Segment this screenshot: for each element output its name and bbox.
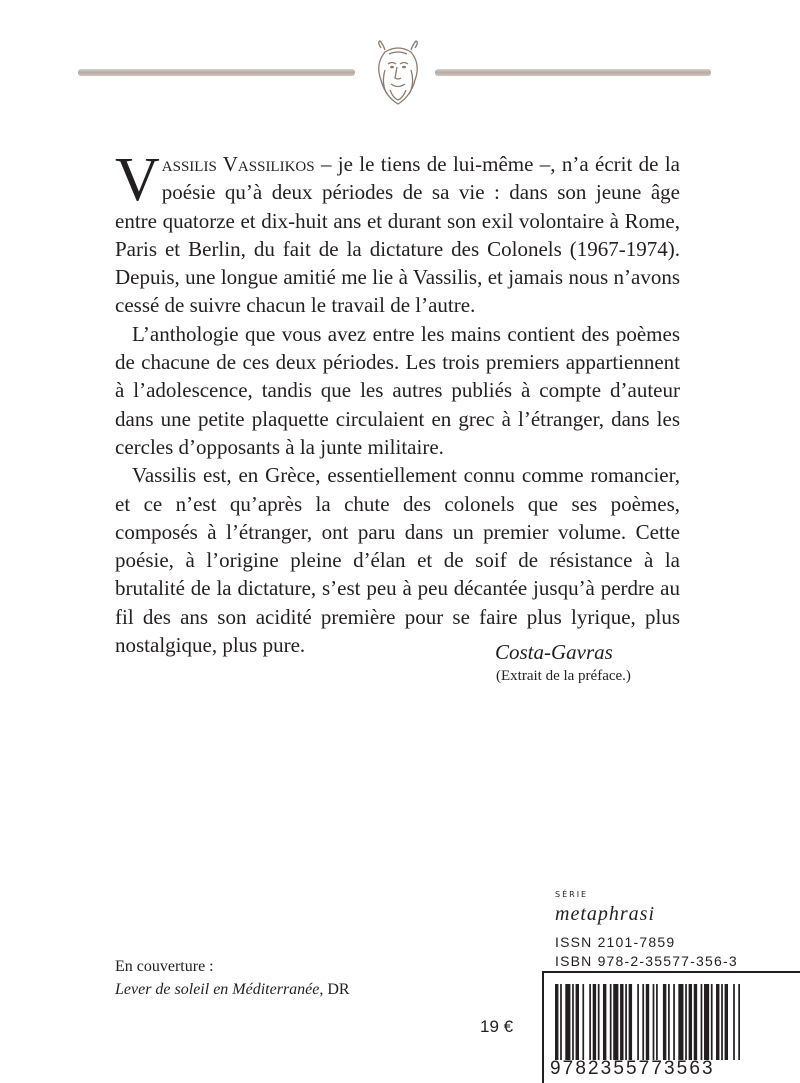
barcode-bar	[673, 984, 675, 1060]
price: 19 €	[480, 1017, 514, 1036]
barcode-bar	[572, 984, 574, 1060]
series-name: metaphrasi	[555, 903, 655, 925]
barcode-bar	[725, 984, 728, 1060]
paragraph-2: L’anthologie que vous avez entre les mains contient des poèmes de chacune de ces deux périodes. Les trois premiers appartiennent à l’adolescence, tandis que les autres publiés à compte d’auteur dans une petite plaquette circulaient en grec à l’étranger, dans les cercles d’opposants à la junte militaire.	[115, 321, 680, 459]
barcode-bar	[629, 984, 632, 1060]
barcode-bar	[593, 984, 596, 1060]
author-name: assilis Vassilikos	[161, 152, 315, 176]
cover-artwork-title: Lever de soleil en Méditerranée	[115, 981, 320, 998]
barcode-bar	[637, 984, 639, 1060]
barcode-bar	[733, 984, 735, 1060]
barcode-bar	[685, 984, 687, 1060]
barcode-bar	[555, 984, 558, 1060]
barcode-bar	[620, 984, 623, 1060]
preface-text	[115, 146, 680, 659]
mask-emblem-icon	[371, 40, 425, 108]
paragraph-3: Vassilis est, en Grèce, essentiellement connu comme romancier, et ce n’est qu’après la chute des colonels que ses poèmes, composés à l’étranger, ont paru dans un premier volume. Cette poésie, à l’origine pleine d’élan et de soif de résistance à la brutalité de la dictature, s’est peu à peu décantée jusqu’à perdre au fil des ans son acidité première pour se faire plus lyrique, plus nostalgique, plus pure.	[115, 463, 680, 658]
isbn: ISBN 978-2-35577-356-3	[555, 953, 738, 969]
paragraph-1-text: – je le tiens de lui-même –, n’a écrit de la poésie qu’à deux périodes de sa vie : dans son jeune âge entre quatorze et dix-huit ans et durant son exil volontaire à Rome, Paris et Berlin, du fait de la dictature des Colonels (1967-1974). Depuis, une longue amitié me lie à Vassilis, et jamais nous n’avons cessé de suivre chacun le travail de l’autre.	[115, 152, 680, 318]
barcode-bar	[565, 984, 570, 1060]
barcode-bar	[653, 984, 655, 1060]
series-label: SÉRIE	[555, 890, 589, 899]
cover-credit-rights: DR	[327, 981, 350, 998]
signature-name: Costa-Gavras	[495, 640, 613, 664]
barcode-icon	[553, 984, 789, 1060]
paragraph-1	[115, 146, 680, 320]
issn: ISSN 2101-7859	[555, 934, 676, 950]
barcode-bar	[694, 984, 697, 1060]
barcode-bar	[625, 984, 627, 1060]
signature-note: (Extrait de la préface.)	[496, 668, 631, 684]
barcode-bar	[603, 984, 606, 1060]
barcode-bar	[716, 984, 719, 1060]
barcode-bar	[721, 984, 723, 1060]
barcode-bar	[678, 984, 683, 1060]
barcode-bar	[560, 984, 562, 1060]
drop-cap: V	[115, 146, 160, 214]
barcode-bar	[582, 984, 584, 1060]
barcode-bar	[646, 984, 649, 1060]
cover-credit-label: En couverture :	[115, 958, 214, 975]
decorative-rule-left	[78, 69, 355, 76]
barcode-bar	[576, 984, 579, 1060]
cover-credit-line	[115, 981, 350, 999]
barcode-bar	[642, 984, 644, 1060]
barcode-bar	[704, 984, 709, 1060]
barcode-bar	[610, 984, 612, 1060]
barcode-bar	[689, 984, 692, 1060]
barcode-bar	[589, 984, 591, 1060]
barcode-bar	[656, 984, 658, 1060]
cover-credit-separator: ,	[319, 981, 328, 998]
barcode-bar	[711, 984, 713, 1060]
barcode-bar	[598, 984, 600, 1060]
decorative-rule-right	[435, 69, 711, 76]
barcode-bar	[738, 984, 740, 1060]
barcode-bar	[701, 984, 703, 1060]
barcode-bar	[663, 984, 666, 1060]
barcode-digits: 9782355773563	[550, 1058, 715, 1079]
barcode-bar	[613, 984, 618, 1060]
barcode-bar	[668, 984, 670, 1060]
